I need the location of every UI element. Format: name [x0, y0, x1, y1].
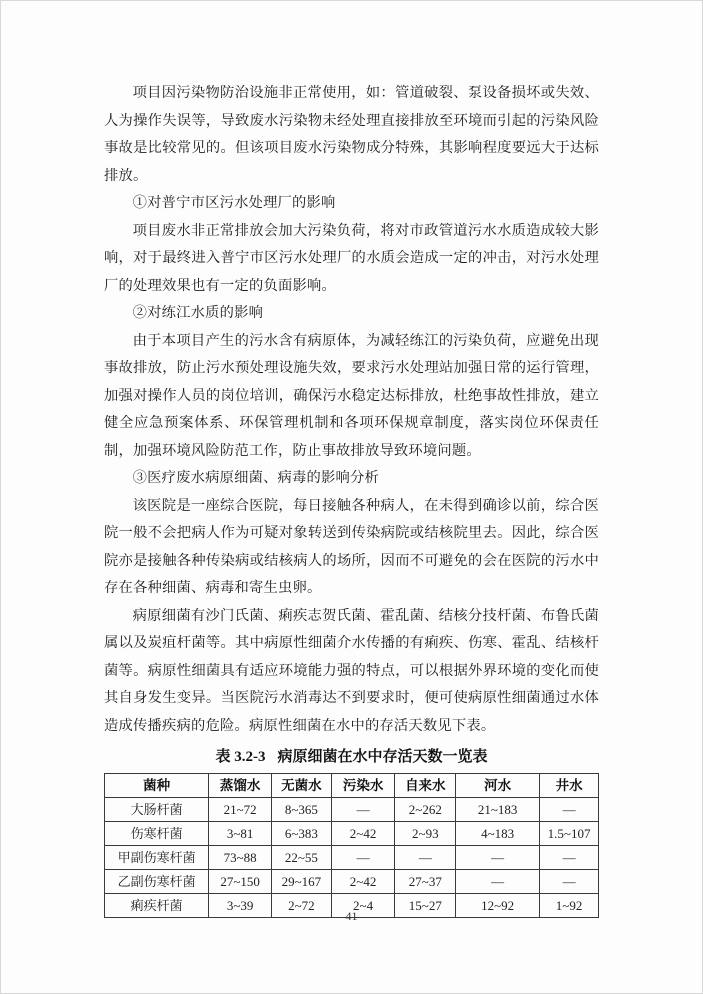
- value-cell: 21~72: [209, 798, 272, 822]
- value-cell: 27~37: [395, 870, 456, 894]
- column-header: 污染水: [331, 774, 395, 798]
- bacteria-survival-table: [104, 773, 599, 918]
- value-cell: 73~88: [209, 846, 272, 870]
- table-caption-number: 表 3.2-3: [215, 749, 266, 765]
- table-row: [105, 822, 599, 846]
- value-cell: —: [331, 846, 395, 870]
- column-header: 自来水: [395, 774, 456, 798]
- table-row: [105, 846, 599, 870]
- value-cell: 27~150: [209, 870, 272, 894]
- paragraph: ②对练江水质的影响: [132, 305, 264, 321]
- column-header: 河水: [456, 774, 540, 798]
- value-cell: 2~42: [331, 822, 395, 846]
- bacteria-name-cell: 伤寒杆菌: [105, 822, 209, 846]
- paragraphs-container: [104, 80, 599, 740]
- paragraph: 由于本项目产生的污水含有病原体，为减轻练江的污染负荷，应避免出现事故排放，防止污水预处理设施失效，要求污水处理站加强日常的运行管理，加强对操作人员的岗位培训，确保污水稳定达标排放，杜绝事故性排放，建立健全应急预案体系、环保管理机制和各项环保规章制度，落实岗位环保责任制，加强环境风险防范工作，防止事故排放导致环境问题。: [104, 332, 599, 459]
- bacteria-name-cell: 大肠杆菌: [105, 798, 209, 822]
- paragraph: 项目因污染物防治设施非正常使用，如：管道破裂、泵设备损坏或失效、人为操作失误等，导致废水污染物未经处理直接排放至环境而引起的污染风险事故是比较常见的。但该项目废水污染物成分特殊，其影响程度要远大于达标排放。: [104, 85, 599, 184]
- value-cell: 22~55: [271, 846, 331, 870]
- value-cell: 1~92: [540, 894, 599, 918]
- column-header: 井水: [540, 774, 599, 798]
- bacteria-name-cell: 痢疾杆菌: [105, 894, 209, 918]
- paragraph: 项目废水非正常排放会加大污染负荷，将对市政管道污水水质造成较大影响，对于最终进入普宁市区污水处理厂的水质会造成一定的冲击，对污水处理厂的处理效果也有一定的负面影响。: [104, 222, 599, 294]
- value-cell: —: [456, 870, 540, 894]
- value-cell: 8~365: [271, 798, 331, 822]
- value-cell: 2~42: [331, 870, 395, 894]
- value-cell: —: [540, 870, 599, 894]
- value-cell: 2~93: [395, 822, 456, 846]
- paragraph: ③医疗废水病原细菌、病毒的影响分析: [132, 470, 380, 486]
- table-row: [105, 798, 599, 822]
- value-cell: —: [331, 798, 395, 822]
- paragraph: ①对普宁市区污水处理厂的影响: [132, 195, 336, 211]
- value-cell: 15~27: [395, 894, 456, 918]
- value-cell: —: [540, 798, 599, 822]
- value-cell: —: [395, 846, 456, 870]
- value-cell: 3~81: [209, 822, 272, 846]
- value-cell: 6~383: [271, 822, 331, 846]
- value-cell: 3~39: [209, 894, 272, 918]
- value-cell: 2~262: [395, 798, 456, 822]
- table-header-row: [105, 774, 599, 798]
- value-cell: 21~183: [456, 798, 540, 822]
- value-cell: 1.5~107: [540, 822, 599, 846]
- column-header: 无菌水: [271, 774, 331, 798]
- paragraph: 该医院是一座综合医院，每日接触各种病人，在未得到确诊以前，综合医院一般不会把病人作为可疑对象转送到传染病院或结核院里去。因此，综合医院亦是接触各种传染病或结核病人的场所，因而不可避免的会在医院的污水中存在各种细菌、病毒和寄生虫卵。: [104, 497, 599, 596]
- paragraph: 病原细菌有沙门氏菌、痢疾志贺氏菌、霍乱菌、结核分技杆菌、布鲁氏菌属以及炭疽杆菌等。其中病原性细菌介水传播的有痢疾、伤寒、霍乱、结核杆菌等。病原性细菌具有适应环境能力强的特点，可以根据外界环境的变化而使其自身发生变异。当医院污水消毒达不到要求时，便可使病原性细菌通过水体造成传播疾病的危险。病原性细菌在水中的存活天数见下表。: [104, 607, 599, 734]
- column-header: 菌种: [105, 774, 209, 798]
- value-cell: 29~167: [271, 870, 331, 894]
- table-caption-title: 病原细菌在水中存活天数一览表: [277, 749, 488, 765]
- value-cell: 2~4: [331, 894, 395, 918]
- document-body: [1, 1, 702, 918]
- column-header: 蒸馏水: [209, 774, 272, 798]
- value-cell: —: [456, 846, 540, 870]
- value-cell: 4~183: [456, 822, 540, 846]
- table-caption: [104, 747, 599, 767]
- bacteria-name-cell: 乙副伤寒杆菌: [105, 870, 209, 894]
- value-cell: 2~72: [271, 894, 331, 918]
- value-cell: 12~92: [456, 894, 540, 918]
- table-row: [105, 870, 599, 894]
- value-cell: —: [540, 846, 599, 870]
- bacteria-name-cell: 甲副伤寒杆菌: [105, 846, 209, 870]
- page-number: 41: [345, 909, 358, 923]
